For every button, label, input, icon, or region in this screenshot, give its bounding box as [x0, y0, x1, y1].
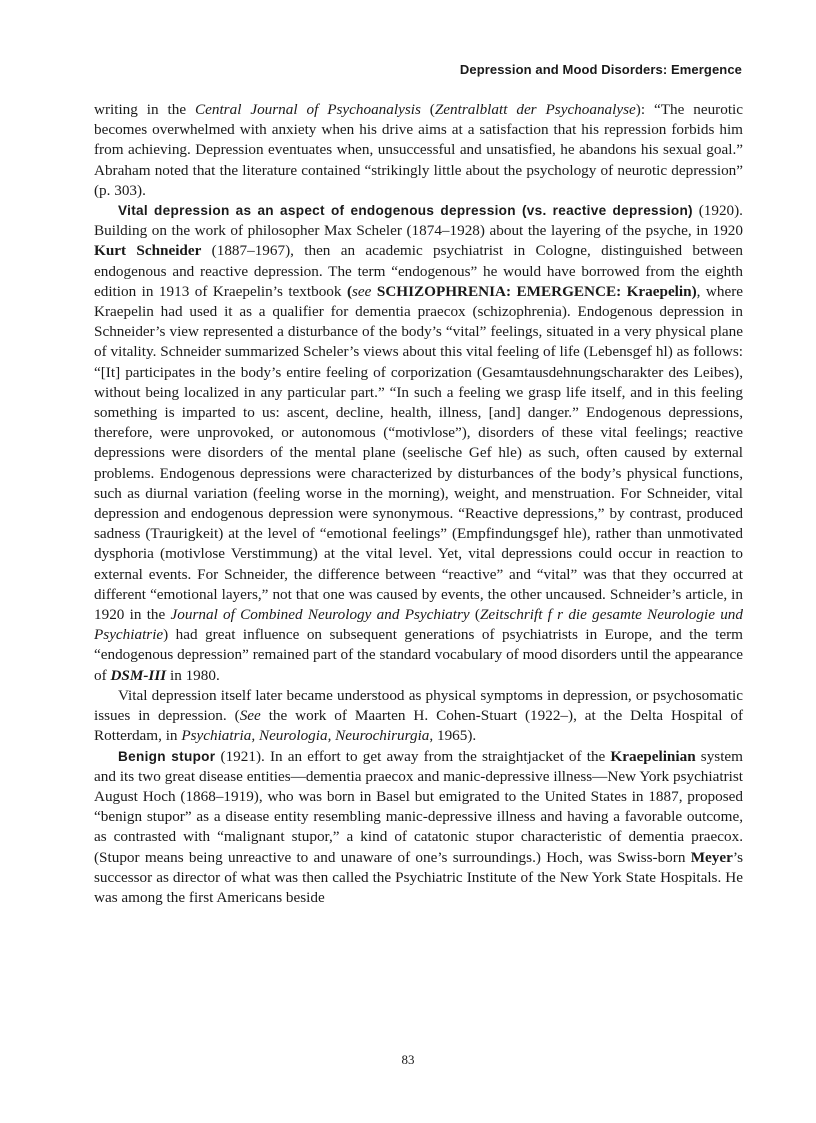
- name-bold: Kurt Schneider: [94, 242, 202, 260]
- text: ): “The neurotic becomes overwhelmed with anxiety when his drive aims at a satisfaction that his repression forbids him from achieving. Depression eventuates when, unsuccessful and unsatisfied, he abandons his sexual goal.” Abraham noted that the literature contained “strikingly little about the psychology of neurotic depression” (p. 303).: [94, 101, 743, 199]
- paragraph-3: [94, 686, 743, 747]
- paragraph-1: [94, 100, 743, 201]
- see-label: See: [239, 707, 261, 725]
- body-text: [94, 100, 743, 908]
- paragraph-4: [94, 747, 743, 909]
- dsm-reference: DSM-III: [110, 666, 167, 684]
- cross-reference: SCHIZOPHRENIA: EMERGENCE: Kraepelin): [371, 282, 697, 300]
- text: system and its two great disease entities—dementia praecox and manic-depressive illness—New York psychiatrist August Hoch (1868–1919), who was born in Basel but emigrated to the United States in 1887, proposed “benign stupor” as a disease entity resembling manic-depressive illness and having a favorable outcome, as contrasted with “malignant stupor,” a kind of catatonic stupor characteristic of dementia praecox. (Stupor means being unreactive to and unaware of one’s surroundings.) Hoch, was Swiss-born: [94, 747, 743, 866]
- text: in 1980.: [166, 666, 220, 684]
- journal-title: Psychiatria, Neurologia, Neurochirurgia: [181, 727, 430, 745]
- text: (1920). Building on the work of philosopher Max Scheler (1874–1928) about the layering of the psyche, in 1920: [94, 202, 743, 240]
- text: (: [346, 282, 353, 300]
- text: (1887–1967), then an academic psychiatrist in Cologne, distinguished between endogenous and reactive depression. The term “endogenous” he would have borrowed from the eighth edition in 1913 of Kraepelin’s textbook: [94, 242, 744, 300]
- paragraph-2: [94, 201, 743, 686]
- journal-title: Journal of Combined Neurology and Psychiatry: [170, 606, 470, 624]
- cross-reference: Meyer: [690, 848, 733, 866]
- entry-heading: Vital depression as an aspect of endogenous depression (vs. reactive depression): [118, 203, 693, 219]
- journal-title: Central Journal of Psychoanalysis: [195, 101, 421, 118]
- text: Vital depression itself later became understood as physical symptoms in depression, or psychosomatic issues in depression. (: [94, 686, 743, 725]
- entry-heading: Benign stupor: [118, 748, 216, 764]
- text: writing in the: [94, 101, 195, 118]
- journal-title-german: Zeitschrift f r die gesamte Neurologie und Psychiatrie: [94, 606, 743, 644]
- text: (1921). In an effort to get away from the straightjacket of the: [215, 747, 611, 765]
- running-head: Depression and Mood Disorders: Emergence: [459, 62, 742, 77]
- journal-title-german: Zentralblatt der Psychoanalyse: [434, 101, 636, 118]
- text: (: [469, 606, 480, 624]
- text: , 1965).: [429, 727, 477, 745]
- text: , where Kraepelin had used it as a qualifier for dementia praecox (schizophrenia). Endogenous depression in Schneider’s view represented a disturbance of the body’s “vital” feelings, situated in a very physical plane of vitality. Schneider summarized Scheler’s views about this vital feeling of life (Lebensgef hl) as follows: “[It] participates in the body’s entire feeling of corporization (Gesamtausdehnungscharakter des Leibes), without being localized in any particular part.” “In such a feeling we grasp life itself, and in this feeling something is imparted to us: ascent, decline, health, illness, [and] danger.” Endogenous depressions, therefore, were unprovoked, or autonomous (“motivlose”), disorders of these vital feelings; reactive depressions were disorders of the mental plane (seelische Gef hle) as such, often caused by external problems. Endogenous depressions were characterized by disturbances of the body’s physical functions, such as diurnal variation (feeling worse in the morning), weight, and menstruation. For Schneider, vital depression and endogenous depression were synonymous. “Reactive depressions,” by contrast, produced sadness (Traurigkeit) at the level of “emotional feelings” (Empfindungsgef hle), rather than unmotivated dysphoria (motivlose Verstimmung) at the vital level. Yet, vital depressions could occur in reaction to external events. For Schneider, the difference between “reactive” and “vital” was that they occurred at different “emotional layers,” not that one was caused by events, the other uncaused. Schneider’s article, in 1920 in the: [94, 282, 743, 624]
- text: ’s successor as director of what was then called the Psychiatric Institute of the New York State Hospitals. He was among the first Americans beside: [94, 848, 743, 906]
- text: the work of Maarten H. Cohen-Stuart (1922–), at the Delta Hospital of Rotterdam, in: [94, 707, 743, 745]
- page-number: 83: [401, 1052, 415, 1067]
- text: (: [420, 101, 435, 118]
- cross-reference: Kraepelinian: [610, 747, 696, 765]
- see-label: see: [352, 282, 372, 300]
- text: ) had great influence on subsequent generations of psychiatrists in Europe, and the term “endogenous depression” remained part of the standard vocabulary of mood disorders until the appearance of: [94, 626, 743, 684]
